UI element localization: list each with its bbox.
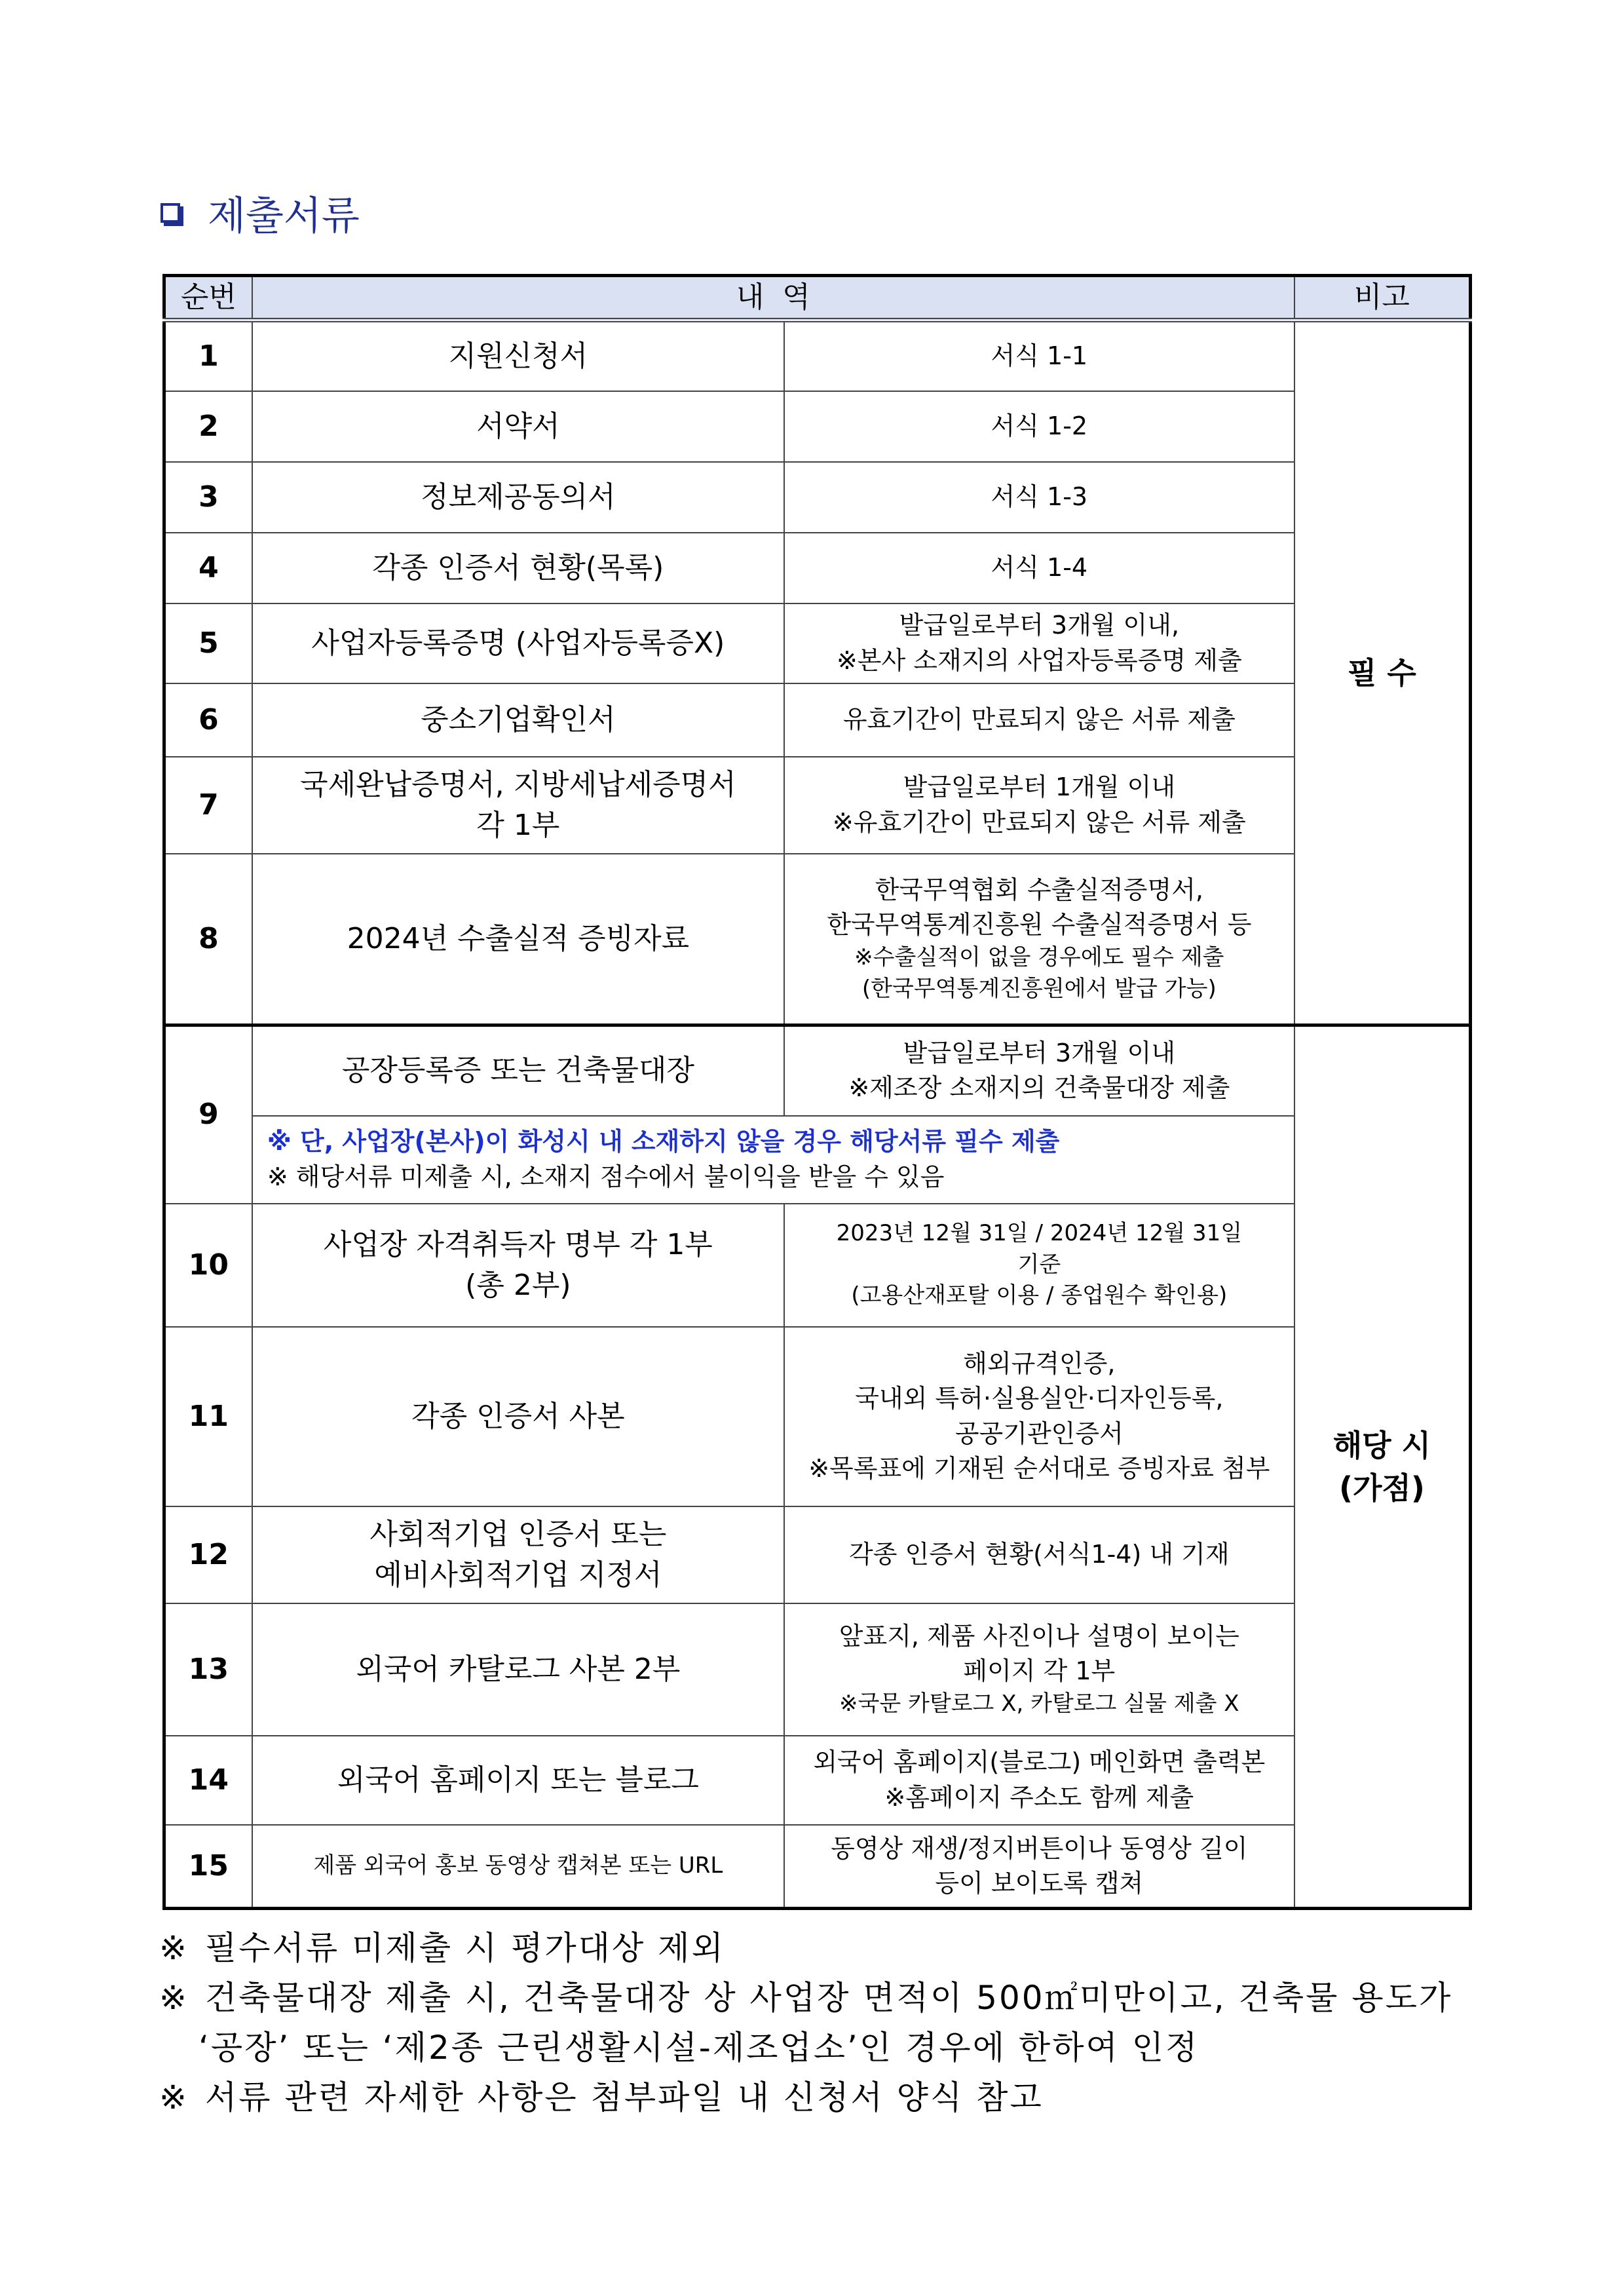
row-num: 8 bbox=[164, 854, 252, 1025]
remark-line: (가점) bbox=[1338, 1470, 1425, 1506]
remark-required: 필 수 bbox=[1294, 320, 1471, 1025]
doc-line: 사회적기업 인증서 또는 bbox=[369, 1517, 667, 1551]
table-row bbox=[164, 1825, 1471, 1909]
detail-line: ※국문 카탈로그 X, 카탈로그 실물 제출 X bbox=[839, 1690, 1239, 1717]
doc-line: 국세완납증명서, 지방세납세증명서 bbox=[300, 767, 736, 801]
row-num: 12 bbox=[164, 1506, 252, 1603]
table-row bbox=[164, 603, 1471, 683]
row-doc: 제품 외국어 홍보 동영상 캡쳐본 또는 URL bbox=[252, 1825, 784, 1909]
detail-line: ※유효기간이 만료되지 않은 서류 제출 bbox=[832, 807, 1246, 837]
detail-line: (한국무역통계진흥원에서 발급 가능) bbox=[861, 975, 1217, 1002]
row-doc: 공장등록증 또는 건축물대장 bbox=[252, 1025, 784, 1116]
table-row bbox=[164, 1025, 1471, 1116]
footnote-text: 서류 관련 자세한 사항은 첨부파일 내 신청서 양식 참고 bbox=[205, 2078, 1044, 2116]
detail-line: 발급일로부터 1개월 이내 bbox=[903, 773, 1176, 802]
remark-conditional bbox=[1294, 1025, 1471, 1909]
row-doc: 외국어 카탈로그 사본 2부 bbox=[252, 1603, 784, 1736]
row-detail: 유효기간이 만료되지 않은 서류 제출 bbox=[784, 683, 1294, 757]
footnote bbox=[159, 1923, 1476, 1973]
row-detail: 서식 1-4 bbox=[784, 533, 1294, 603]
row-doc bbox=[252, 757, 784, 854]
table-row bbox=[164, 1603, 1471, 1736]
section-heading bbox=[161, 185, 360, 241]
row-doc: 외국어 홈페이지 또는 블로그 bbox=[252, 1736, 784, 1825]
row-num: 4 bbox=[164, 533, 252, 603]
row-detail bbox=[784, 854, 1294, 1025]
detail-line: 페이지 각 1부 bbox=[963, 1656, 1116, 1685]
footnote-text: 필수서류 미제출 시 평가대상 제외 bbox=[205, 1929, 725, 1967]
detail-line: 발급일로부터 3개월 이내 bbox=[903, 1039, 1176, 1068]
detail-line: 기준 bbox=[1017, 1251, 1061, 1278]
row-detail bbox=[784, 1736, 1294, 1825]
row-doc: 지원신청서 bbox=[252, 320, 784, 391]
table-row bbox=[164, 391, 1471, 462]
row-doc bbox=[252, 1204, 784, 1327]
documents-table bbox=[162, 274, 1472, 1910]
row-doc: 사업자등록증명 (사업자등록증X) bbox=[252, 603, 784, 683]
row-num: 11 bbox=[164, 1327, 252, 1506]
row-num: 10 bbox=[164, 1204, 252, 1327]
header-remark: 비고 bbox=[1294, 276, 1471, 320]
table-row bbox=[164, 683, 1471, 757]
row-num: 13 bbox=[164, 1603, 252, 1736]
detail-line: 동영상 재생/정지버튼이나 동영상 길이 bbox=[831, 1833, 1248, 1863]
row-notes bbox=[252, 1116, 1294, 1204]
row-doc: 중소기업확인서 bbox=[252, 683, 784, 757]
detail-line: ※수출실적이 없을 경우에도 필수 제출 bbox=[854, 944, 1224, 971]
row-num: 14 bbox=[164, 1736, 252, 1825]
table-row bbox=[164, 1736, 1471, 1825]
row-detail bbox=[784, 1204, 1294, 1327]
header-num: 순번 bbox=[164, 276, 252, 320]
detail-line: 한국무역통계진흥원 수출실적증명서 등 bbox=[827, 910, 1252, 940]
doc-line: 각 1부 bbox=[476, 808, 560, 842]
row-detail bbox=[784, 1603, 1294, 1736]
row-doc: 정보제공동의서 bbox=[252, 462, 784, 533]
row-detail: 서식 1-1 bbox=[784, 320, 1294, 391]
row-detail: 각종 인증서 현황(서식1-4) 내 기재 bbox=[784, 1506, 1294, 1603]
table-row bbox=[164, 533, 1471, 603]
row-num: 6 bbox=[164, 683, 252, 757]
detail-line: 한국무역협회 수출실적증명서, bbox=[875, 875, 1203, 904]
row-detail: 서식 1-3 bbox=[784, 462, 1294, 533]
footnotes bbox=[159, 1923, 1476, 2122]
table-row-notes bbox=[164, 1116, 1471, 1204]
detail-line: 해외규격인증, bbox=[963, 1349, 1116, 1379]
remark-line: 해당 시 bbox=[1332, 1428, 1431, 1464]
table-row bbox=[164, 462, 1471, 533]
row-detail: 서식 1-2 bbox=[784, 391, 1294, 462]
detail-line: 공공기관인증서 bbox=[954, 1419, 1124, 1448]
note-emphasis: ※ 단, 사업장(본사)이 화성시 내 소재하지 않을 경우 해당서류 필수 제출 bbox=[267, 1127, 1060, 1157]
table-row bbox=[164, 320, 1471, 391]
header-content: 내 역 bbox=[252, 276, 1294, 320]
reference-mark-icon: ※ bbox=[159, 1979, 187, 2017]
row-num: 9 bbox=[164, 1025, 252, 1204]
footnote bbox=[159, 1973, 1476, 2023]
footnote-text: 건축물대장 제출 시, 건축물대장 상 사업장 면적이 500㎡미만이고, 건축물 용도가 bbox=[205, 1979, 1453, 2017]
table-row bbox=[164, 854, 1471, 1025]
row-num: 2 bbox=[164, 391, 252, 462]
reference-mark-icon: ※ bbox=[159, 2078, 187, 2116]
row-doc: 서약서 bbox=[252, 391, 784, 462]
detail-line: ※제조장 소재지의 건축물대장 제출 bbox=[848, 1073, 1230, 1103]
row-num: 1 bbox=[164, 320, 252, 391]
detail-line: ※홈페이지 주소도 함께 제출 bbox=[884, 1782, 1194, 1812]
detail-line: 앞표지, 제품 사진이나 설명이 보이는 bbox=[839, 1621, 1239, 1651]
reference-mark-icon: ※ bbox=[159, 1929, 187, 1967]
checkbox-square-icon bbox=[161, 203, 180, 223]
section-title: 제출서류 bbox=[208, 193, 360, 239]
row-detail bbox=[784, 603, 1294, 683]
row-num: 7 bbox=[164, 757, 252, 854]
note-line: ※ 해당서류 미제출 시, 소재지 점수에서 불이익을 받을 수 있음 bbox=[267, 1162, 945, 1191]
footnote-continuation: ‘공장’ 또는 ‘제2종 근린생활시설-제조업소’인 경우에 한하여 인정 bbox=[198, 2029, 1199, 2067]
table-header-row bbox=[164, 276, 1471, 320]
row-doc: 각종 인증서 사본 bbox=[252, 1327, 784, 1506]
detail-line: 국내외 특허·실용실안·디자인등록, bbox=[855, 1384, 1224, 1413]
row-detail bbox=[784, 1327, 1294, 1506]
detail-line: 외국어 홈페이지(블로그) 메인화면 출력본 bbox=[813, 1748, 1266, 1777]
row-doc: 각종 인증서 현황(목록) bbox=[252, 533, 784, 603]
detail-line: 발급일로부터 3개월 이내, bbox=[899, 611, 1180, 640]
row-detail bbox=[784, 1025, 1294, 1116]
row-detail bbox=[784, 757, 1294, 854]
doc-line: (총 2부) bbox=[465, 1268, 571, 1302]
doc-line: 예비사회적기업 지정서 bbox=[374, 1558, 662, 1592]
table-row bbox=[164, 1204, 1471, 1327]
footnote bbox=[159, 2073, 1476, 2122]
detail-line: 등이 보이도록 캡쳐 bbox=[935, 1868, 1144, 1898]
detail-line: ※본사 소재지의 사업자등록증명 제출 bbox=[836, 645, 1242, 675]
table-row bbox=[164, 757, 1471, 854]
detail-line: ※목록표에 기재된 순서대로 증빙자료 첨부 bbox=[808, 1453, 1270, 1483]
row-doc bbox=[252, 1506, 784, 1603]
table-row bbox=[164, 1327, 1471, 1506]
doc-line: 사업장 자격취득자 명부 각 1부 bbox=[323, 1227, 713, 1261]
detail-line: 2023년 12월 31일 / 2024년 12월 31일 bbox=[836, 1220, 1243, 1247]
detail-line: (고용산재포탈 이용 / 종업원수 확인용) bbox=[851, 1282, 1228, 1309]
row-num: 3 bbox=[164, 462, 252, 533]
row-num: 5 bbox=[164, 603, 252, 683]
row-detail bbox=[784, 1825, 1294, 1909]
table-row bbox=[164, 1506, 1471, 1603]
row-num: 15 bbox=[164, 1825, 252, 1909]
row-doc: 2024년 수출실적 증빙자료 bbox=[252, 854, 784, 1025]
